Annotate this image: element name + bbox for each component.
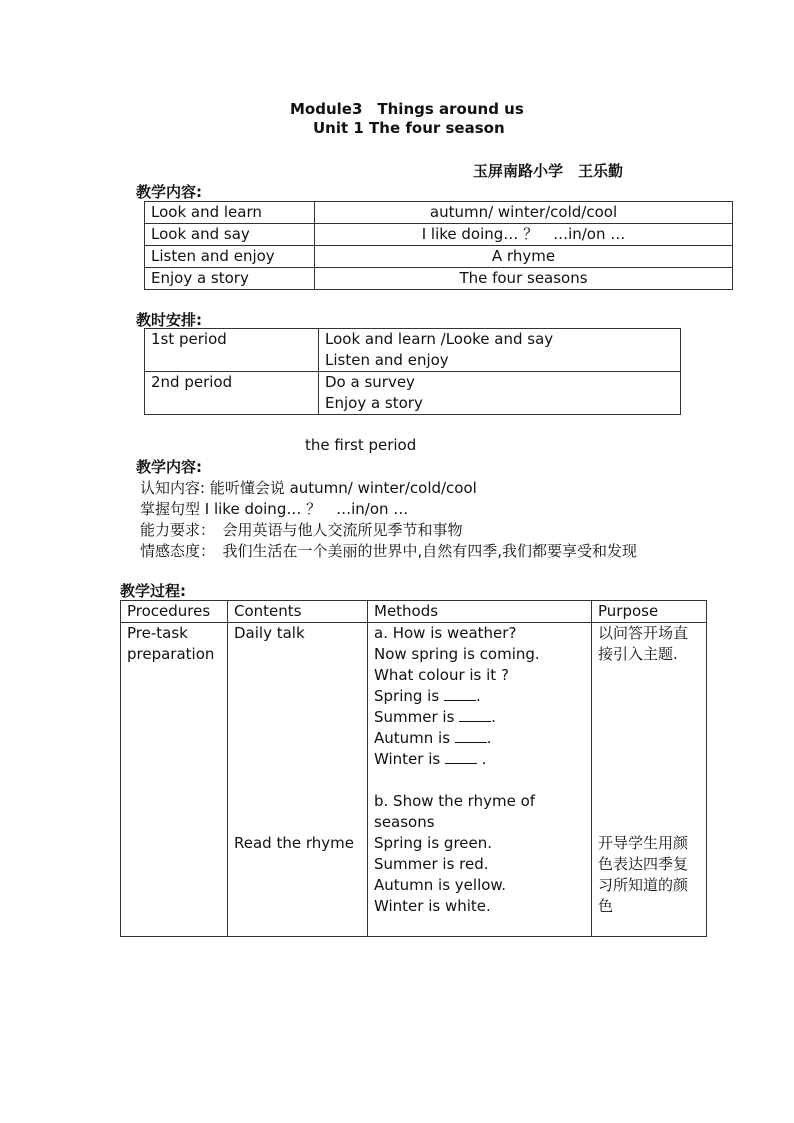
objective-cognitive: 认知内容: 能听懂会说 autumn/ winter/cold/cool — [140, 479, 477, 497]
procedure-cell — [121, 623, 228, 937]
table-row — [145, 372, 681, 415]
period-item: Enjoy a story — [325, 394, 423, 412]
purpose-line: 色 — [598, 897, 614, 915]
teaching-content-label: 教学内容: — [136, 183, 202, 201]
table-cell: Enjoy a story — [145, 268, 315, 290]
purpose-line: 色表达四季复 — [598, 855, 689, 873]
objective-attitude: 情感态度： 我们生活在一个美丽的世界中,自然有四季,我们都要享受和发现 — [140, 542, 638, 560]
schedule-table — [144, 328, 681, 415]
objective-sentences: 掌握句型 I like doing… ？ …in/on … — [140, 500, 409, 518]
first-period-content-label: 教学内容: — [136, 458, 202, 476]
column-header-purpose: Purpose — [592, 601, 707, 623]
first-period-heading: the first period — [305, 436, 417, 454]
column-header-contents: Contents — [228, 601, 368, 623]
table-cell: 2nd period — [145, 372, 319, 415]
table-row — [145, 268, 733, 290]
rhyme-line: Winter is white. — [374, 897, 491, 915]
table-cell: Listen and enjoy — [145, 246, 315, 268]
table-row — [121, 623, 707, 937]
unit-title: Unit 1 The four season — [313, 119, 505, 137]
method-line: Now spring is coming. — [374, 645, 540, 663]
table-row — [145, 202, 733, 224]
method-blank-line: Summer is . — [374, 708, 496, 726]
module-title: Module3 Things around us — [290, 100, 524, 118]
contents-cell — [228, 623, 368, 937]
procedure-line: Pre-task — [127, 624, 188, 642]
table-cell: Look and say — [145, 224, 315, 246]
period-item: Do a survey — [325, 373, 415, 391]
author-line: 玉屏南路小学 王乐勤 — [473, 162, 624, 180]
procedure-line: preparation — [127, 645, 215, 663]
method-line: b. Show the rhyme of — [374, 792, 536, 810]
rhyme-line: Spring is green. — [374, 834, 493, 852]
table-row — [145, 246, 733, 268]
method-line: seasons — [374, 813, 435, 831]
method-blank-line: Winter is . — [374, 750, 487, 768]
purpose-line: 以问答开场直 — [598, 624, 689, 642]
table-cell: I like doing… ？ …in/on … — [315, 224, 733, 246]
teaching-content-table — [144, 201, 733, 290]
purpose-cell — [592, 623, 707, 937]
table-cell: A rhyme — [315, 246, 733, 268]
content-read-rhyme: Read the rhyme — [234, 834, 354, 852]
table-row — [145, 329, 681, 372]
method-blank-line: Spring is . — [374, 687, 481, 705]
content-daily-talk: Daily talk — [234, 624, 305, 642]
method-line: a. How is weather? — [374, 624, 517, 642]
table-header-row — [121, 601, 707, 623]
methods-cell — [368, 623, 592, 937]
table-cell: Look and learn — [145, 202, 315, 224]
method-line: What colour is it ? — [374, 666, 509, 684]
table-cell — [319, 329, 681, 372]
table-cell: The four seasons — [315, 268, 733, 290]
purpose-line: 习所知道的颜 — [598, 876, 689, 894]
table-cell: 1st period — [145, 329, 319, 372]
table-cell — [319, 372, 681, 415]
objective-ability: 能力要求： 会用英语与他人交流所见季节和事物 — [140, 521, 463, 539]
column-header-procedures: Procedures — [121, 601, 228, 623]
method-blank-line: Autumn is . — [374, 729, 492, 747]
column-header-methods: Methods — [368, 601, 592, 623]
rhyme-line: Autumn is yellow. — [374, 876, 507, 894]
purpose-line: 接引入主题. — [598, 645, 678, 663]
process-table — [120, 600, 707, 937]
period-item: Listen and enjoy — [325, 351, 449, 369]
rhyme-line: Summer is red. — [374, 855, 489, 873]
purpose-line: 开导学生用颜 — [598, 834, 689, 852]
schedule-label: 教时安排: — [136, 311, 202, 329]
period-item: Look and learn /Looke and say — [325, 330, 554, 348]
table-row — [145, 224, 733, 246]
table-cell: autumn/ winter/cold/cool — [315, 202, 733, 224]
process-label: 教学过程: — [120, 582, 186, 600]
